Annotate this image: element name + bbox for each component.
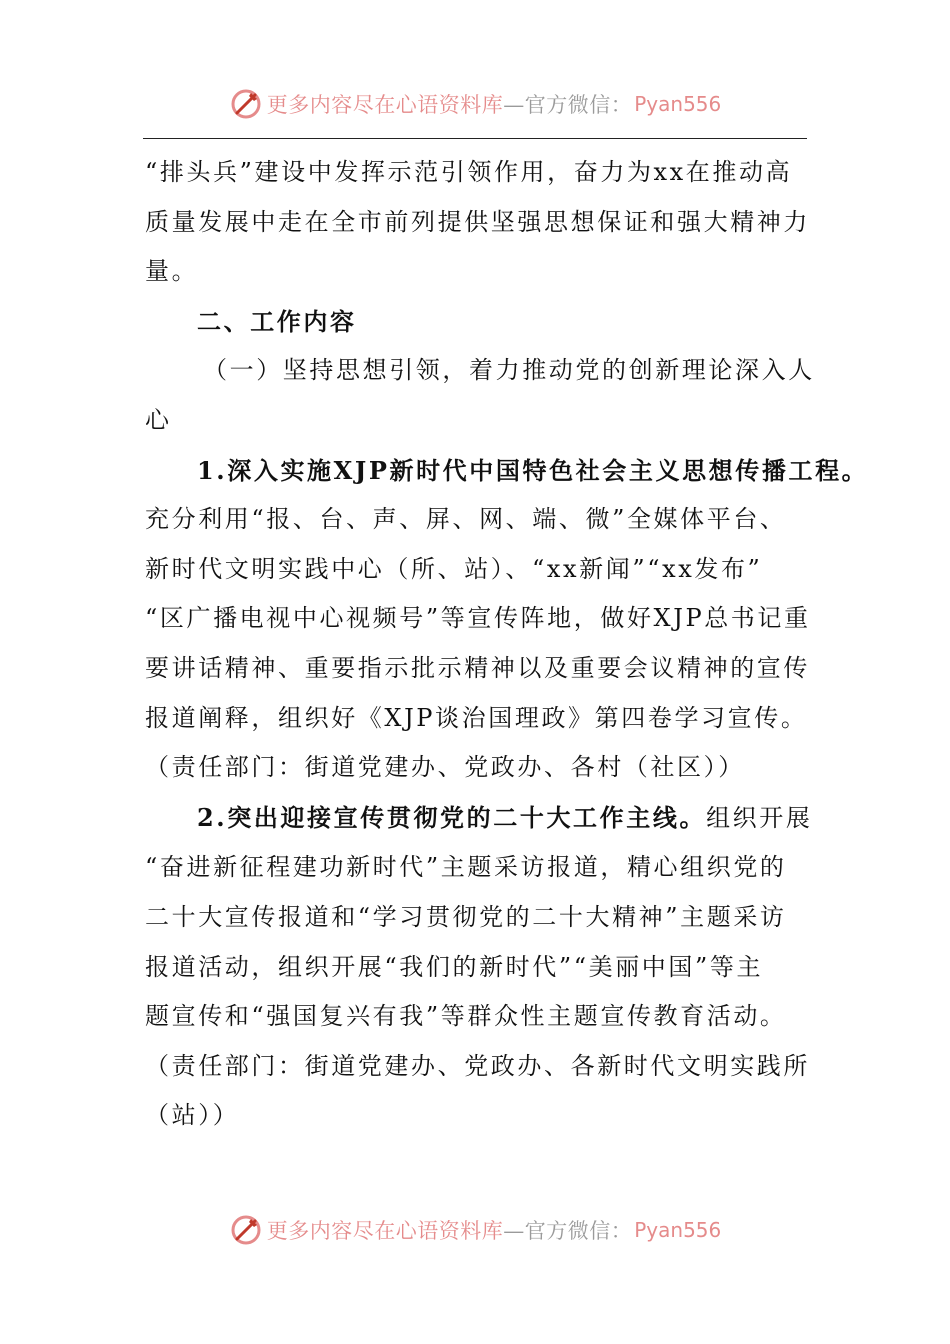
item2-heading-line: [145, 793, 815, 844]
header-brand-sub: —官方微信：: [503, 93, 633, 117]
item2-responsibility: （责任部门：街道党建办、党政办、各新时代文明实践所: [145, 1051, 810, 1080]
footer-brand: [0, 1210, 950, 1250]
subsection-title-cont: 心: [145, 405, 172, 434]
item2-line: 二十大宣传报道和“学习贯彻党的二十大精神”主题采访: [145, 902, 787, 931]
pen-logo-icon: [229, 87, 263, 121]
subsection-title: （一）坚持思想引领，着力推动党的创新理论深入人: [203, 356, 815, 385]
item2-line: “奋进新征程建功新时代”主题采访报道，精心组织党的: [145, 853, 787, 882]
item1-line: “区广播电视中心视频号”等宣传阵地，做好XJP总书记重: [145, 604, 811, 633]
header-brand-id: Pyan556: [634, 92, 722, 116]
section-title: 二、工作内容: [197, 306, 357, 336]
document-body: [145, 148, 869, 1141]
footer-brand-sub: —官方微信：: [503, 1219, 633, 1243]
item2-title: 2.突出迎接宣传贯彻党的二十大工作主线。: [197, 802, 707, 832]
item1-line: 充分利用“报、台、声、屏、网、端、微”全媒体平台、: [145, 505, 787, 534]
footer-brand-text: 更多内容尽在心语资料库: [266, 1219, 504, 1243]
body-line: 质量发展中走在全市前列提供坚强思想保证和强大精神力: [145, 207, 810, 236]
body-line: 量。: [145, 257, 199, 286]
item1-line: 要讲话精神、重要指示批示精神以及重要会议精神的宣传: [145, 653, 810, 682]
header-divider: [143, 138, 807, 139]
item1-line: 报道阐释，组织好《XJP谈治国理政》第四卷学习宣传。: [145, 703, 808, 732]
item1-title: 1.深入实施XJP新时代中国特色社会主义思想传播工程。: [197, 455, 869, 485]
header-brand: [0, 84, 950, 124]
footer-brand-id: Pyan556: [634, 1218, 722, 1242]
item1-line: 新时代文明实践中心（所、站）、“xx新闻”“xx发布”: [145, 554, 763, 583]
item2-title-tail: 组织开展: [706, 803, 813, 832]
item2-line: 报道活动，组织开展“我们的新时代”“美丽中国”等主: [145, 952, 764, 981]
pen-logo-icon: [229, 1213, 263, 1247]
item1-responsibility: （责任部门：街道党建办、党政办、各村（社区））: [145, 753, 745, 782]
body-line: “排头兵”建设中发挥示范引领作用，奋力为xx在推动高: [145, 158, 793, 186]
item2-line: 题宣传和“强国复兴有我”等群众性主题宣传教育活动。: [145, 1002, 787, 1031]
item2-responsibility-cont: （站））: [145, 1101, 240, 1130]
header-brand-text: 更多内容尽在心语资料库: [266, 93, 504, 117]
